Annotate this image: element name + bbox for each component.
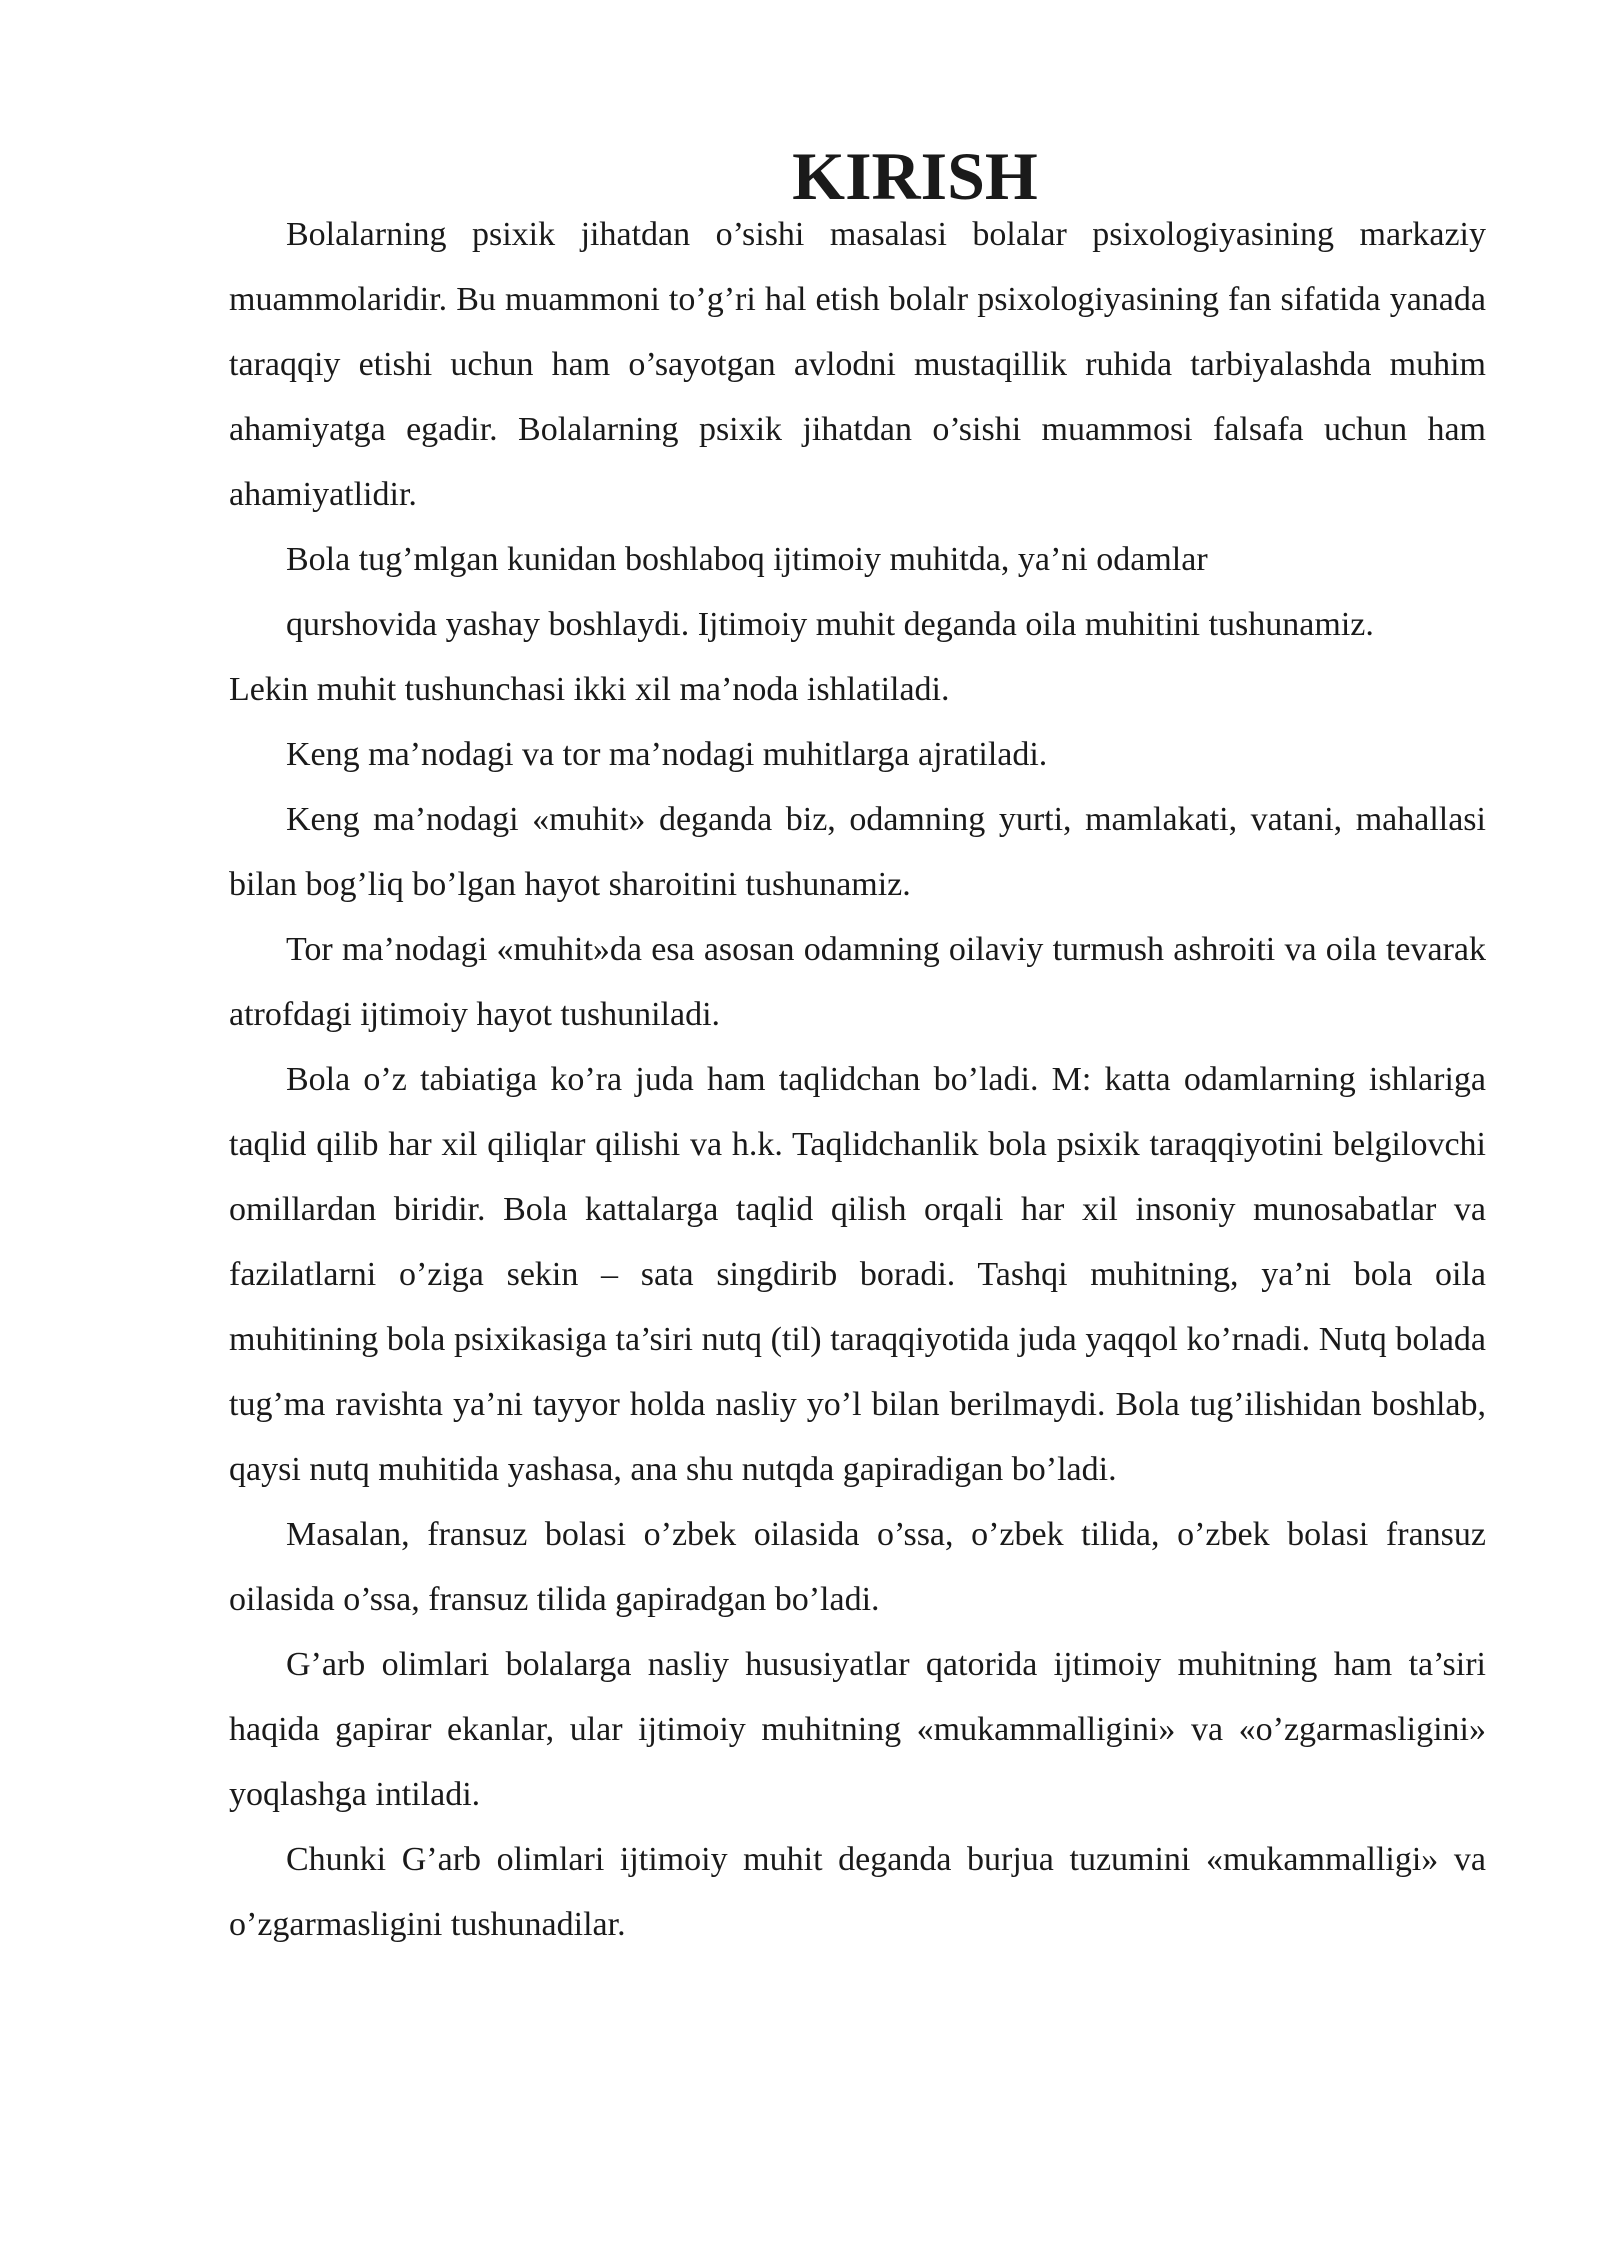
paragraph-4: Keng ma’nodagi «muhit» deganda biz, odamning yurti, mamlakati, vatani, mahallasi bilan bog’liq bo’lgan hayot sharoitini tushunamiz. — [229, 801, 1486, 903]
paragraph-7: Masalan, fransuz bolasi o’zbek oilasida o’ssa, o’zbek tilida, o’zbek bolasi fransuz oilasida o’ssa, fransuz tilida gapiradgan bo’ladi. — [229, 1516, 1486, 1618]
paragraph-1: Bolalarning psixik jihatdan o’sishi masalasi bolalar psixologiyasining markaziy muammolaridir. Bu muammoni to’g’ri hal etish bolalr psixologiyasining fan sifatida yanada taraqqiy etishi uchun ham o’sayotgan avlodni mustaqillik ruhida tarbiyalashda muhim ahamiyatga egadir. Bolalarning psixik jihatdan o’sishi muammosi falsafa uchun ham ahamiyatlidir. — [229, 216, 1486, 513]
paragraph-2: Bola tug’mlgan kunidan boshlaboq ijtimoiy muhitda, ya’ni odamlar — [286, 541, 1208, 578]
document-page — [229, 138, 1486, 1957]
paragraph-2-end: Lekin muhit tushunchasi ikki xil ma’noda ishlatiladi. — [229, 671, 950, 708]
paragraph-6: Bola o’z tabiatiga ko’ra juda ham taqlidchan bo’ladi. M: katta odamlarning ishlariga taqlid qilib har xil qiliqlar qilishi va h.k. Taqlidchanlik bola psixik taraqqiyotini belgilovchi omillardan biridir. Bola kattalarga taqlid qilish orqali har xil insoniy munosabatlar va fazilatlarni o’ziga sekin – sata singdirib boradi. Tashqi muhitning, ya’ni bola oila muhitining bola psixikasiga ta’siri nutq (til) taraqqiyotida juda yaqqol ko’rnadi. Nutq bolada tug’ma ravishta ya’ni tayyor holda nasliy yo’l bilan berilmaydi. Bola tug’ilishidan boshlab, qaysi nutq muhitida yashasa, ana shu nutqda gapiradigan bo’ladi. — [229, 1061, 1486, 1488]
page-title: KIRISH — [792, 138, 1038, 214]
paragraph-3: Keng ma’nodagi va tor ma’nodagi muhitlarga ajratiladi. — [286, 736, 1048, 773]
paragraph-8: G’arb olimlari bolalarga nasliy hususiyatlar qatorida ijtimoiy muhitning ham ta’siri haqida gapirar ekanlar, ular ijtimoiy muhitning «mukammalligini» va «o’zgarmasligini» yoqlashga intiladi. — [229, 1646, 1486, 1813]
paragraph-2-continuation: qurshovida yashay boshlaydi. Ijtimoiy muhit deganda oila muhitini tushunamiz. — [286, 606, 1374, 643]
paragraph-5: Tor ma’nodagi «muhit»da esa asosan odamning oilaviy turmush ashroiti va oila tevarak atrofdagi ijtimoiy hayot tushuniladi. — [229, 931, 1486, 1033]
paragraph-9: Chunki G’arb olimlari ijtimoiy muhit deganda burjua tuzumini «mukammalligi» va o’zgarmasligini tushunadilar. — [229, 1841, 1486, 1943]
